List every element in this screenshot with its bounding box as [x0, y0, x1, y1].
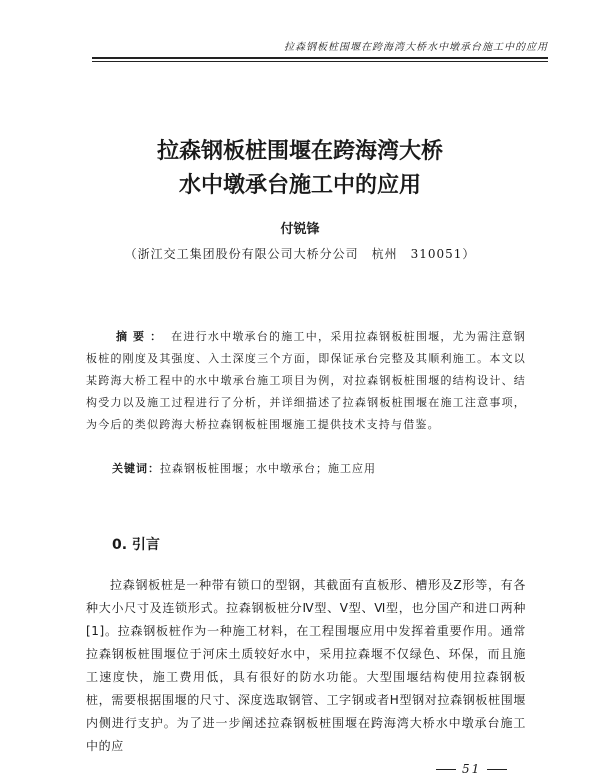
- keywords: [112, 460, 526, 476]
- section-heading: 0. 引言: [112, 537, 160, 553]
- page-number-value: 51: [462, 762, 482, 776]
- page-number: [430, 762, 513, 776]
- keywords-text: 拉森钢板桩围堰；水中墩承台；施工应用: [160, 462, 376, 475]
- title-line-2: 水中墩承台施工中的应用: [178, 173, 421, 198]
- abstract-label: 摘要：: [116, 330, 168, 343]
- running-head: 拉森钢板桩围堰在跨海湾大桥水中墩承台施工中的应用: [92, 38, 548, 59]
- keywords-label: 关键词：: [112, 462, 160, 475]
- article-title: [0, 135, 600, 203]
- abstract: [86, 326, 526, 436]
- title-line-1: 拉森钢板桩围堰在跨海湾大桥: [156, 139, 443, 164]
- author-affiliation: （浙江交工集团股份有限公司大桥分公司 杭州 310051）: [124, 247, 476, 261]
- body-paragraph: 拉森钢板桩是一种带有锁口的型钢，其截面有直板形、槽形及Z形等，有各种大小尺寸及连锁形式。拉森钢板桩分Ⅳ型、Ⅴ型、Ⅵ型，也分国产和进口两种[1]。拉森钢板桩作为一种施工材料，在工程围堰应用中发挥着重要作用。通常拉森钢板桩围堰位于河床土质较好水中，采用拉森堰不仅绿色、环保，而且施工速度快，施工费用低，具有很好的防水功能。大型围堰结构使用拉森钢板桩，需要根据围堰的尺寸、深度选取钢管、工字钢或者H型钢对拉森钢板桩围堰内侧进行支护。为了进一步阐述拉森钢板桩围堰在跨海湾大桥水中墩承台施工中的应: [86, 578, 526, 753]
- abstract-text: 在进行水中墩承台的施工中，采用拉森钢板桩围堰，尤为需注意钢板桩的刚度及其强度、入土深度三个方面，即保证承台完整及其顺利施工。本文以某跨海大桥工程中的水中墩承台施工项目为例，对拉森钢板桩围堰的结构设计、结构受力以及施工过程进行了分析，并详细描述了拉森钢板桩围堰在施工注意事项，为今后的类似跨海大桥拉森钢板桩围堰施工提供技术支持与借鉴。: [86, 330, 526, 431]
- author-name: 付锐锋: [280, 222, 320, 237]
